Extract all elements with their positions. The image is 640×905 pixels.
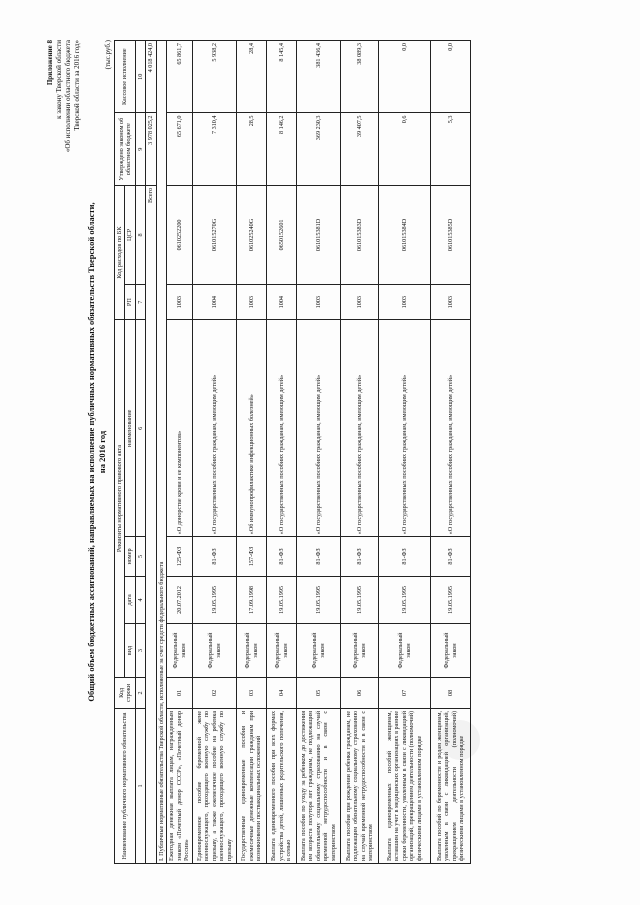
row-number: 81-ФЗ — [379, 537, 431, 576]
section-title: I. Публичные нормативные обязательства Тверской области, исполняемые за счет средств федерального бюджета — [156, 41, 166, 864]
row-approved: 65 671,0 — [167, 113, 193, 185]
row-date: 17.09.1998 — [237, 576, 267, 624]
row-act-title: «О донорстве крови и ее компонентов» — [167, 320, 193, 537]
appendix-line: Тверской области за 2016 год» — [73, 40, 81, 131]
row-act-type: Федеральный закон — [379, 624, 431, 678]
row-act-type: Федеральный закон — [431, 624, 471, 678]
row-csr: 0610252200 — [167, 185, 193, 284]
header-csr: ЦСР — [125, 185, 135, 284]
row-act-type: Федеральный закон — [167, 624, 193, 678]
total-approved: 3 978 025,2 — [146, 113, 156, 185]
header-title: наименование — [125, 320, 135, 537]
row-number: 81-ФЗ — [193, 537, 237, 576]
col-num: 3 — [135, 624, 145, 678]
row-name: Выплата единовременных пособий женщинам, вставшим на учет в медицинских организациях в ранние сроки беременности, уволенным в связи с ликвидацией организаций, прекращением деятельности (полномочий) физическими лицами в установленном порядке — [379, 708, 431, 863]
row-rz: 1003 — [297, 285, 341, 320]
row-name: Ежегодная денежная выплата лицам, награжденным знаком «Почетный донор СССР», «Почетный донор России» — [167, 708, 193, 863]
row-csr: 0650152601 — [267, 185, 297, 284]
row-name: Выплата пособия при рождении ребенка гражданам, не подлежащим обязательному социальному страхованию на случай временной нетрудоспособности и в связи с материнством — [341, 708, 379, 863]
row-csr: 061015270G — [193, 185, 237, 284]
row-act-title: «О государственных пособиях гражданам, имеющим детей» — [379, 320, 431, 537]
table-row — [379, 41, 431, 864]
appendix-line: к закону Тверской области — [55, 40, 63, 119]
row-code: 03 — [237, 677, 267, 708]
header-code: Код строки — [115, 677, 136, 708]
row-cash: 5 938,2 — [193, 41, 237, 113]
row-number: 81-ФЗ — [297, 537, 341, 576]
row-number: 157-ФЗ — [237, 537, 267, 576]
header-type: вид — [125, 624, 135, 678]
table-row — [341, 41, 379, 864]
row-name: Государственные единовременные пособия и ежемесячные денежные компенсации гражданам при возникновении поствакцинальных осложнений — [237, 708, 267, 863]
row-cash: 381 436,4 — [297, 41, 341, 113]
col-num: 2 — [135, 677, 145, 708]
col-num: 4 — [135, 576, 145, 624]
row-cash: 28,4 — [237, 41, 267, 113]
rotated-document — [40, 32, 600, 872]
section-row — [156, 41, 166, 864]
row-act-title: «О государственных пособиях гражданам, имеющим детей» — [431, 320, 471, 537]
row-cash: 0,0 — [431, 41, 471, 113]
row-approved: 5,3 — [431, 113, 471, 185]
row-rz: 1004 — [267, 285, 297, 320]
row-rz: 1003 — [167, 285, 193, 320]
col-num: 9 — [135, 113, 145, 185]
total-cash: 4 018 424,0 — [146, 41, 156, 113]
row-csr: 061015381D — [297, 185, 341, 284]
row-date: 19.05.1995 — [341, 576, 379, 624]
row-act-title: «О государственных пособиях гражданам, имеющим детей» — [267, 320, 297, 537]
row-date: 19.05.1995 — [193, 576, 237, 624]
total-label: Всего — [146, 185, 156, 863]
row-approved: 39 407,5 — [341, 113, 379, 185]
col-num: 6 — [135, 320, 145, 537]
title-line-1: Общий объем бюджетных ассигнований, направляемых на исполнение публичных нормативных обязательств Тверской области, — [86, 202, 96, 702]
row-code: 05 — [297, 677, 341, 708]
row-cash: 0,0 — [379, 41, 431, 113]
column-number-row — [135, 41, 145, 864]
unit-label: (тыс.руб.) — [104, 40, 112, 70]
obligations-table — [114, 40, 471, 864]
table-row — [237, 41, 267, 864]
row-act-type: Федеральный закон — [297, 624, 341, 678]
row-date: 20.07.2012 — [167, 576, 193, 624]
row-code: 06 — [341, 677, 379, 708]
total-row — [146, 41, 156, 864]
row-act-type: Федеральный закон — [267, 624, 297, 678]
row-date: 19.05.1995 — [431, 576, 471, 624]
row-date: 19.05.1995 — [379, 576, 431, 624]
appendix-note — [46, 40, 82, 152]
row-act-type: Федеральный закон — [193, 624, 237, 678]
table-row — [193, 41, 237, 864]
col-num: 7 — [135, 285, 145, 320]
row-rz: 1004 — [193, 285, 237, 320]
col-num: 1 — [135, 708, 145, 863]
row-act-title: «Об иммунопрофилактике инфекционных болезней» — [237, 320, 267, 537]
table-row — [167, 41, 193, 864]
row-act-type: Федеральный закон — [341, 624, 379, 678]
row-name: Выплата пособия по уходу за ребенком до достижения им возраста полутора лет гражданам, не подлежащим обязательному социальному страхованию на случай временной нетрудоспособности и в связи с материнством — [297, 708, 341, 863]
row-code: 08 — [431, 677, 471, 708]
row-name: Единовременное пособие беременной жене военнослужащего, проходящего военную службу по призыву, а также ежемесячное пособие на ребенка военнослужащего, проходящего военную службу по призыву — [193, 708, 237, 863]
row-code: 01 — [167, 677, 193, 708]
row-date: 19.05.1995 — [267, 576, 297, 624]
appendix-number: Приложение 8 — [46, 40, 54, 86]
row-act-title: «О государственных пособиях гражданам, имеющим детей» — [297, 320, 341, 537]
row-act-title: «О государственных пособиях гражданам, имеющим детей» — [193, 320, 237, 537]
col-num: 8 — [135, 185, 145, 284]
col-num: 5 — [135, 537, 145, 576]
row-approved: 8 146,2 — [267, 113, 297, 185]
document-title — [86, 32, 108, 872]
header-cash: Кассовое исполнение — [115, 41, 136, 113]
row-approved: 7 310,4 — [193, 113, 237, 185]
table-rows — [167, 41, 471, 864]
row-number: 81-ФЗ — [431, 537, 471, 576]
row-code: 07 — [379, 677, 431, 708]
header-requisites: Реквизиты нормативного правового акта — [115, 320, 125, 678]
row-number: 81-ФЗ — [267, 537, 297, 576]
appendix-line: «Об исполнении областного бюджета — [64, 40, 72, 153]
row-number: 81-ФЗ — [341, 537, 379, 576]
header-approved: Утверждено законом об областном бюджете — [115, 113, 136, 185]
row-csr: 061025240G — [237, 185, 267, 284]
row-rz: 1003 — [431, 285, 471, 320]
row-cash: 65 861,7 — [167, 41, 193, 113]
row-code: 04 — [267, 677, 297, 708]
header-rz: РП — [125, 285, 135, 320]
header-date: дата — [125, 576, 135, 624]
row-csr: 061015385D — [431, 185, 471, 284]
header-name: Наименование публичного нормативного обязательства — [115, 708, 136, 863]
row-date: 19.05.1995 — [297, 576, 341, 624]
row-rz: 1003 — [341, 285, 379, 320]
row-number: 125-ФЗ — [167, 537, 193, 576]
row-cash: 38 089,3 — [341, 41, 379, 113]
table-row — [431, 41, 471, 864]
row-name: Выплата пособий по беременности и родам женщинам, уволенным в связи с ликвидацией организаций, прекращением деятельности (полномочий) физическими лицами в установленном порядке — [431, 708, 471, 863]
row-name: Выплата единовременного пособия при всех формах устройства детей, лишенных родительского попечения, в семью — [267, 708, 297, 863]
table-row — [297, 41, 341, 864]
row-rz: 1003 — [237, 285, 267, 320]
row-act-type: Федеральный закон — [237, 624, 267, 678]
row-approved: 28,5 — [237, 113, 267, 185]
row-approved: 369 230,3 — [297, 113, 341, 185]
row-rz: 1003 — [379, 285, 431, 320]
table-row — [267, 41, 297, 864]
row-csr: 061015383D — [341, 185, 379, 284]
row-csr: 061015384D — [379, 185, 431, 284]
row-cash: 8 145,4 — [267, 41, 297, 113]
row-act-title: «О государственных пособиях гражданам, имеющим детей» — [341, 320, 379, 537]
header-number: номер — [125, 537, 135, 576]
header-budget-code: Код расходов по БК — [115, 185, 125, 319]
title-line-2: на 2016 год — [97, 430, 107, 474]
row-code: 02 — [193, 677, 237, 708]
col-num: 10 — [135, 41, 145, 113]
row-approved: 0,6 — [379, 113, 431, 185]
